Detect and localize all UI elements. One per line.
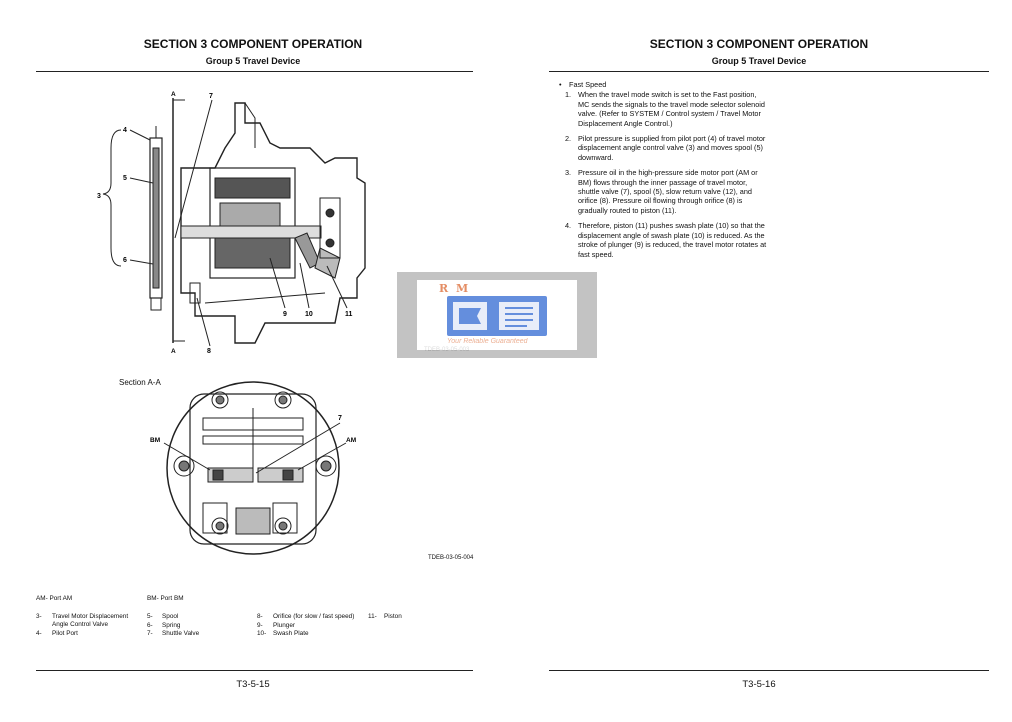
legend-text-3: Travel Motor Displacement Angle Control Valve — [52, 613, 129, 628]
legend-num-3: 3- — [36, 613, 42, 620]
footer-rule-right — [549, 670, 989, 671]
step-2-text: Pilot pressure is supplied from pilot port (4) of travel motor displacement angle control valve (3) and moves spool (5) downward. — [578, 134, 766, 162]
legend-num-10: 10- — [257, 630, 267, 637]
step-2-num: 2. — [565, 134, 572, 144]
page-number: T3-5-15 — [236, 679, 270, 690]
header-rule-right — [549, 71, 989, 72]
step-4-num: 4. — [565, 221, 572, 231]
watermark-logo-icon — [447, 296, 547, 336]
step-1-text: When the travel mode switch is set to the Fast position, MC sends the signals to the travel mode selector solenoid valve. (Refer to SYSTEM / Control system / Travel Motor Displacement Angle Control.) — [578, 90, 765, 128]
step-4-text: Therefore, piston (11) pushes swash plate (10) so that the displacement angle of swash plate (10) is reduced. As the stroke of plunger (9) is reduced, the travel motor rotates at fast speed. — [578, 221, 767, 259]
legend-text-9: Plunger — [273, 622, 296, 629]
callout-10: 10 — [305, 311, 313, 318]
fast-speed-description — [559, 80, 769, 265]
callout-a-bottom: A — [171, 348, 176, 355]
legend-text-7: Shuttle Valve — [162, 630, 200, 637]
legend-text-6: Spring — [162, 622, 181, 629]
callout-9: 9 — [283, 311, 287, 318]
callout-am: AM — [346, 437, 357, 444]
port-bm-label: BM- Port BM — [147, 595, 184, 602]
watermark-brand: R M — [439, 282, 471, 295]
footer-rule — [36, 670, 473, 671]
section-a-a-label: Section A-A — [119, 378, 161, 387]
fast-speed-heading: • Fast Speed — [559, 80, 769, 89]
header-rule — [36, 71, 473, 72]
watermark — [397, 272, 597, 358]
legend-text-8: Orifice (for slow / fast speed) — [273, 613, 355, 620]
section-a-a-diagram — [148, 378, 363, 560]
legend-num-4: 4- — [36, 630, 42, 637]
callout-6: 6 — [123, 257, 127, 264]
step-3-text: Pressure oil in the high-pressure side motor port (AM or BM) flows through the inner passage of travel motor, shuttle valve (7), spool (5), slow return valve (12), and orifice (8). Pressure oil flowing through orifice (8) is gradually routed to piston (11). — [578, 168, 758, 215]
legend-text-10: Swash Plate — [273, 630, 309, 637]
legend-num-9: 9- — [257, 622, 263, 629]
watermark-panel — [417, 280, 577, 350]
callout-5: 5 — [123, 175, 127, 182]
legend-text-11: Piston — [384, 613, 402, 620]
callout-7: 7 — [209, 93, 213, 100]
step-1 — [565, 90, 769, 128]
step-3 — [565, 168, 769, 215]
step-4 — [565, 221, 769, 259]
legend-num-8: 8- — [257, 613, 263, 620]
callout-8: 8 — [207, 348, 211, 355]
callout-11: 11 — [345, 311, 353, 318]
legend-num-5: 5- — [147, 613, 153, 620]
legend-num-11: 11- — [368, 613, 377, 620]
legend-text-5: Spool — [162, 613, 179, 620]
legend-num-6: 6- — [147, 622, 153, 629]
group-title: Group 5 Travel Device — [205, 56, 301, 66]
step-1-num: 1. — [565, 90, 572, 100]
callout-a-top: A — [171, 91, 176, 98]
callout-bm: BM — [150, 437, 161, 444]
page-number-right: T3-5-16 — [742, 679, 776, 690]
travel-motor-cross-section-diagram — [95, 88, 385, 358]
step-3-num: 3. — [565, 168, 572, 178]
port-am-label: AM- Port AM — [36, 595, 73, 602]
legend-text-4: Pilot Port — [52, 630, 78, 637]
figure-code-2: TDEB-03-05-004 — [428, 555, 474, 561]
callout-3: 3 — [97, 193, 101, 200]
callout-4: 4 — [123, 127, 127, 134]
watermark-tagline: Your Reliable Guaranteed — [447, 338, 528, 345]
callout-7-section: 7 — [338, 415, 342, 422]
legend-num-7: 7- — [147, 630, 153, 637]
section-title-right: SECTION 3 COMPONENT OPERATION — [649, 37, 869, 51]
section-title: SECTION 3 COMPONENT OPERATION — [143, 37, 363, 51]
group-title-right: Group 5 Travel Device — [711, 56, 807, 66]
step-2 — [565, 134, 769, 162]
